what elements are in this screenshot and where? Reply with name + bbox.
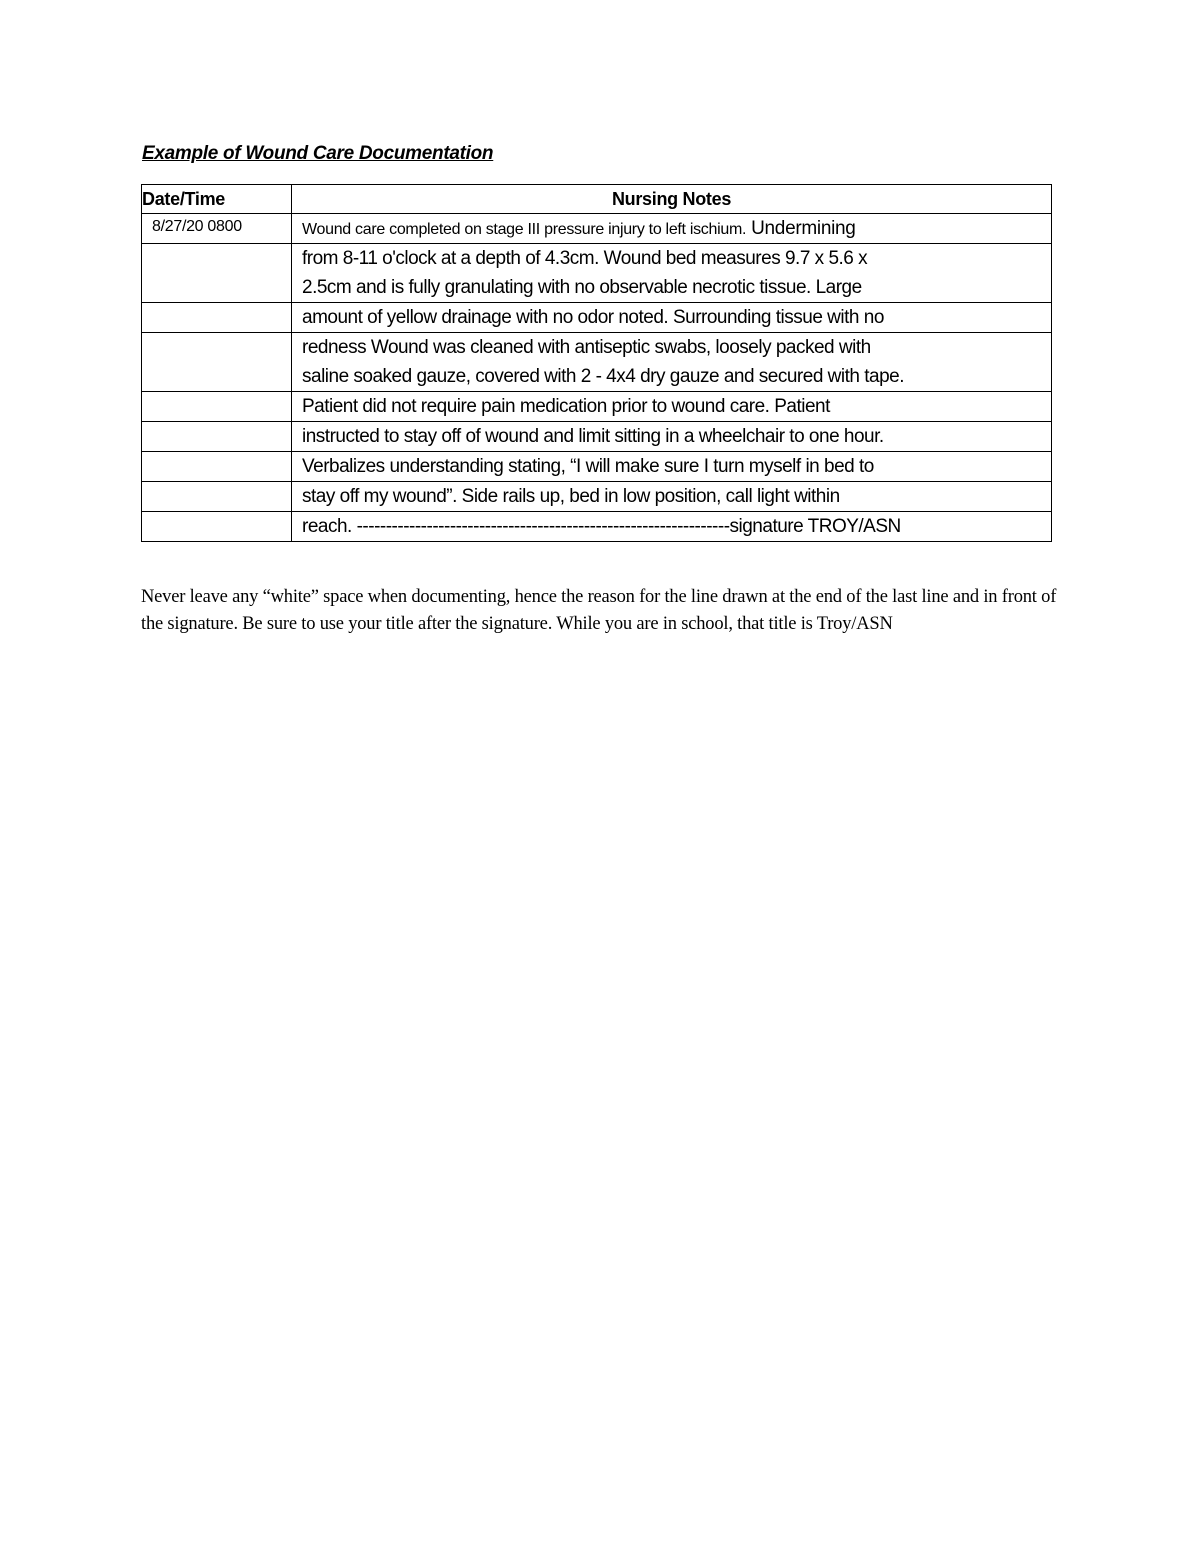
table-row	[142, 482, 1052, 512]
note-cell	[292, 392, 1052, 422]
note-line-text-small: Wound care completed on stage III pressure injury to left ischium.	[302, 221, 747, 238]
date-cell-empty	[142, 512, 292, 542]
note-line: Patient did not require pain medication prior to wound care. Patient	[302, 396, 830, 417]
date-cell-empty	[142, 392, 292, 422]
date-cell-empty	[142, 422, 292, 452]
note-cell	[292, 214, 1052, 244]
note-cell	[292, 333, 1052, 392]
table-row	[142, 422, 1052, 452]
note-cell	[292, 303, 1052, 333]
note-line-text-large: Undermining	[746, 218, 856, 239]
note-cell	[292, 482, 1052, 512]
nursing-notes-table	[141, 184, 1052, 542]
table-row	[142, 512, 1052, 542]
note-cell	[292, 422, 1052, 452]
note-line: instructed to stay off of wound and limit sitting in a wheelchair to one hour.	[302, 426, 884, 447]
note-cell	[292, 512, 1052, 542]
note-line: amount of yellow drainage with no odor noted. Surrounding tissue with no	[302, 307, 884, 328]
note-line	[302, 214, 1051, 243]
table-row	[142, 392, 1052, 422]
note-line: 2.5cm and is fully granulating with no observable necrotic tissue. Large	[302, 277, 862, 298]
note-cell	[292, 452, 1052, 482]
note-line: Verbalizes understanding stating, “I will make sure I turn myself in bed to	[302, 456, 874, 477]
date-cell-empty	[142, 482, 292, 512]
note-line: stay off my wound”. Side rails up, bed in low position, call light within	[302, 486, 840, 507]
date-cell-empty	[142, 244, 292, 303]
note-line: from 8-11 o'clock at a depth of 4.3cm. Wound bed measures 9.7 x 5.6 x	[302, 248, 868, 269]
table-row	[142, 333, 1052, 392]
header-nursing-notes: Nursing Notes	[292, 185, 1052, 214]
header-date-time: Date/Time	[142, 185, 292, 214]
date-cell: 8/27/20 0800	[142, 214, 292, 244]
note-line: redness Wound was cleaned with antiseptic swabs, loosely packed with	[302, 337, 871, 358]
date-cell-empty	[142, 452, 292, 482]
table-row	[142, 452, 1052, 482]
table-row	[142, 303, 1052, 333]
documentation-guidance-paragraph: Never leave any “white” space when documenting, hence the reason for the line drawn at the end of the last line and in front of the signature. Be sure to use your title after the signature. While you are in school, that title is Troy/ASN	[141, 587, 1057, 634]
document-title: Example of Wound Care Documentation	[142, 143, 494, 164]
table-row	[142, 244, 1052, 303]
table-header-row	[142, 185, 1052, 214]
table-row	[142, 214, 1052, 244]
note-line-signature: reach. ----------------------------------------------------------------signature TROY/ASN	[302, 516, 901, 537]
date-cell-empty	[142, 303, 292, 333]
note-line: saline soaked gauze, covered with 2 - 4x4 dry gauze and secured with tape.	[302, 366, 904, 387]
date-cell-empty	[142, 333, 292, 392]
note-cell	[292, 244, 1052, 303]
